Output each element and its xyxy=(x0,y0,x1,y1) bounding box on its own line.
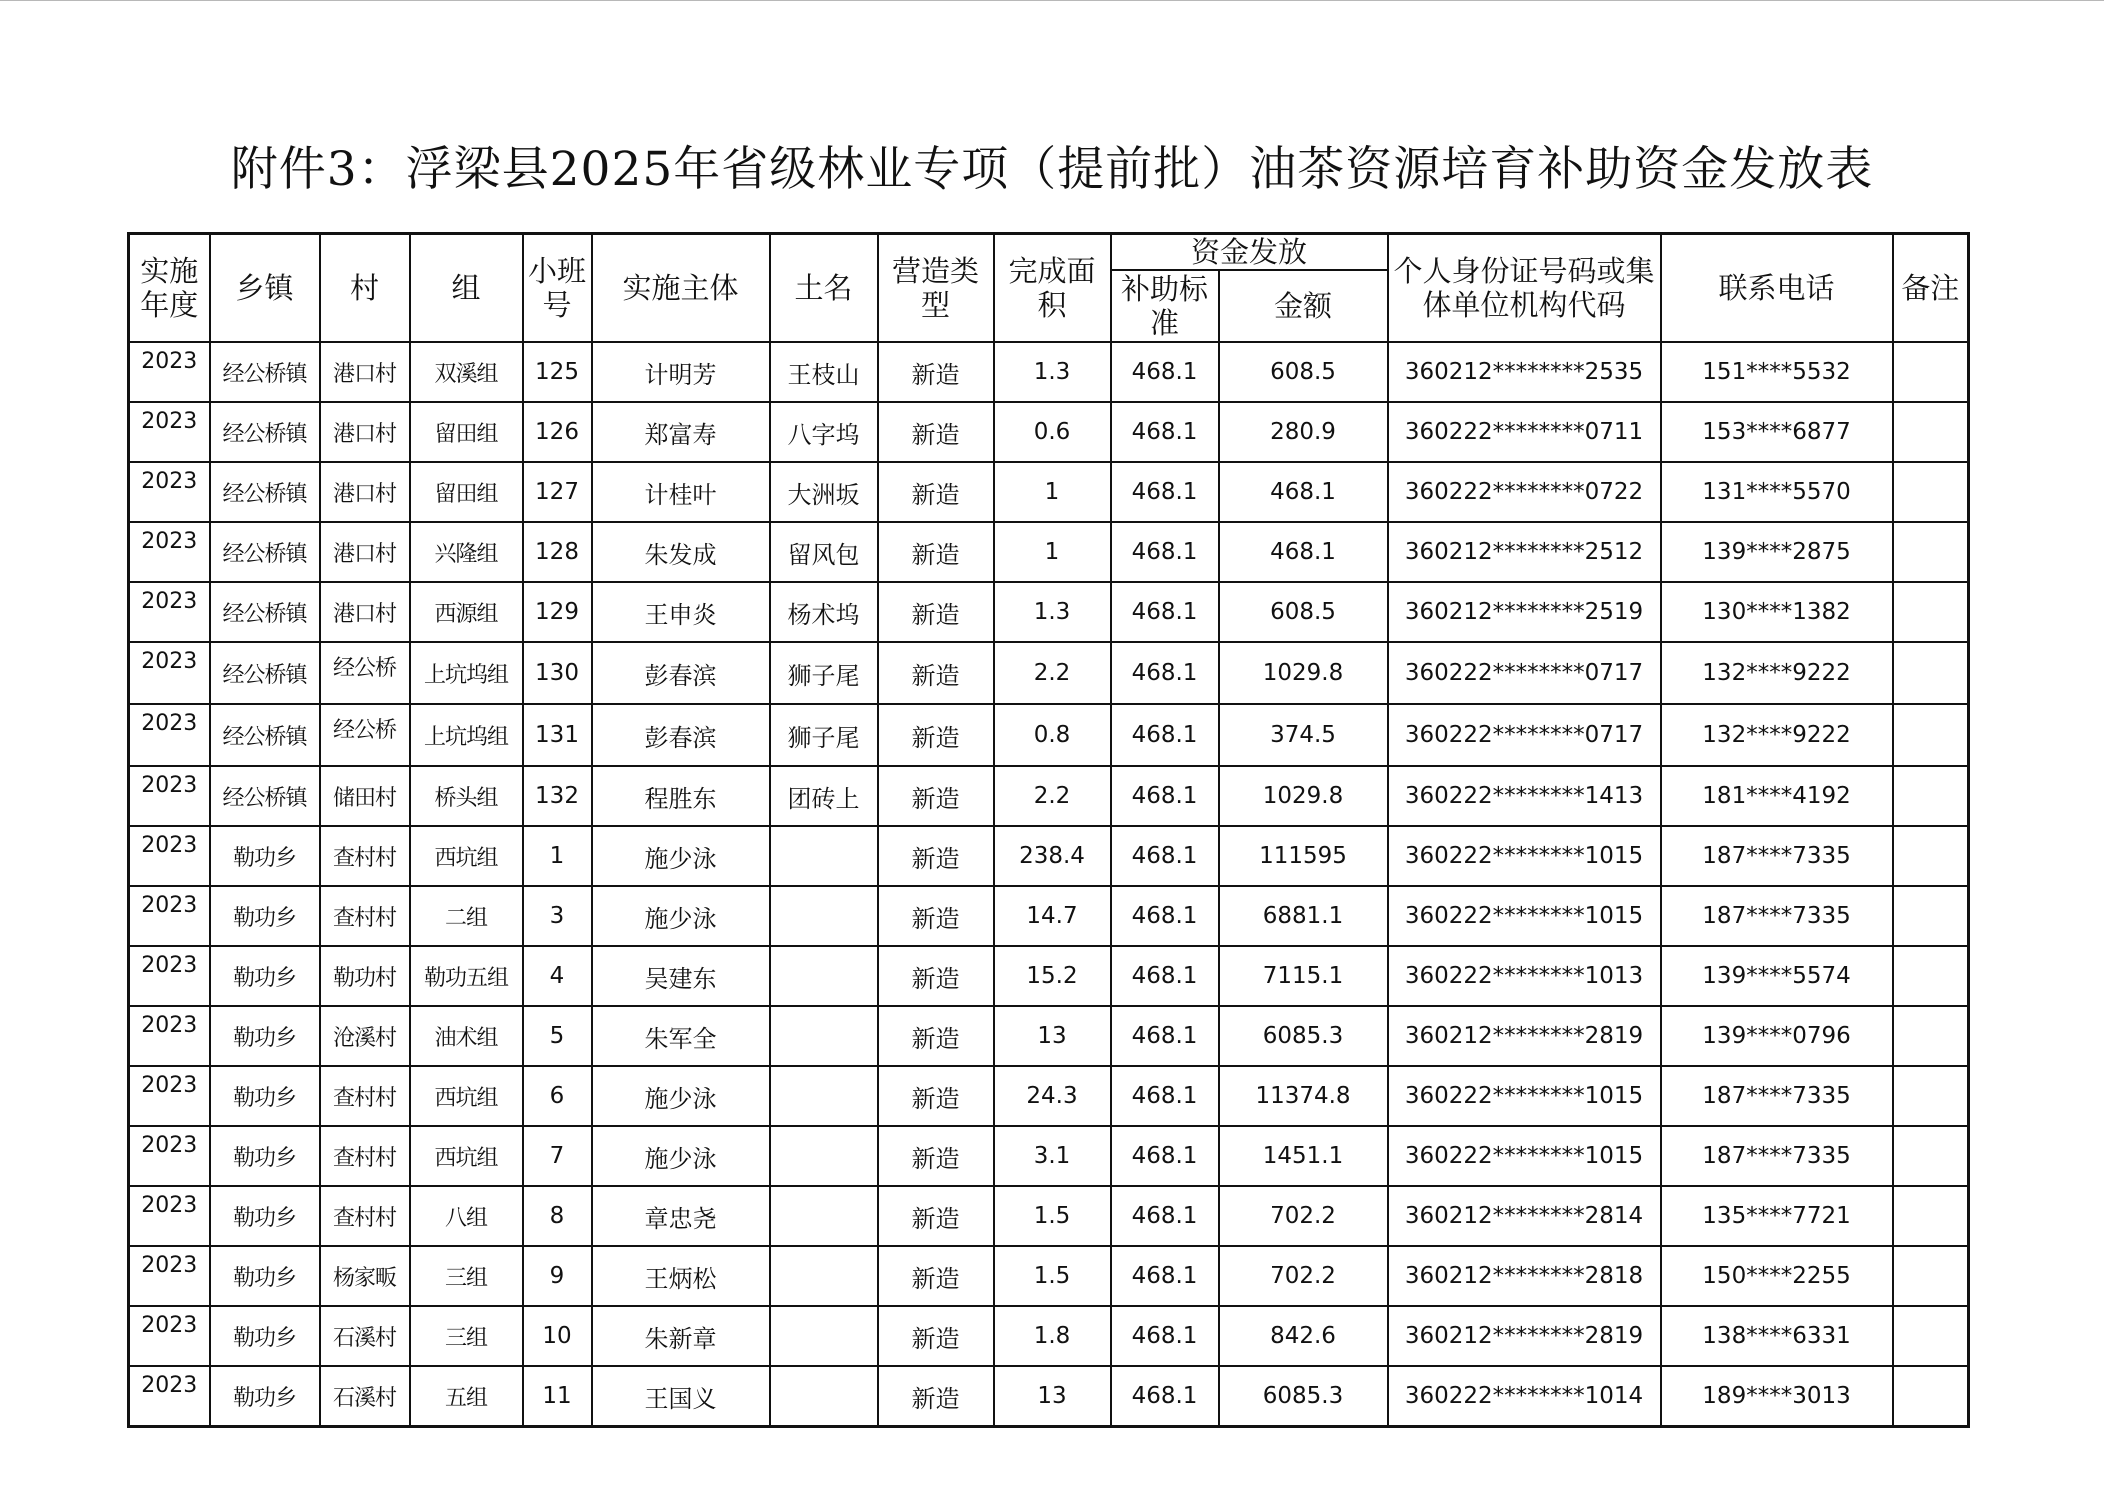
cell-completed-area: 1.5 xyxy=(994,1246,1111,1306)
cell-subsidy-standard: 468.1 xyxy=(1111,1246,1219,1306)
cell-amount: 608.5 xyxy=(1219,582,1388,642)
cell-amount: 1029.8 xyxy=(1219,766,1388,826)
cell-subsidy-standard: 468.1 xyxy=(1111,1366,1219,1427)
cell-planting-type: 新造 xyxy=(878,946,994,1006)
cell-township: 勒功乡 xyxy=(210,946,320,1006)
cell-planting-type: 新造 xyxy=(878,766,994,826)
cell-remarks xyxy=(1893,582,1969,642)
cell-group: 西坑组 xyxy=(410,1126,523,1186)
cell-village: 查村村 xyxy=(320,1186,410,1246)
cell-completed-area: 3.1 xyxy=(994,1126,1111,1186)
cell-subsidy-standard: 468.1 xyxy=(1111,766,1219,826)
cell-phone: 151****5532 xyxy=(1661,342,1893,402)
cell-entity: 程胜东 xyxy=(592,766,770,826)
cell-group: 留田组 xyxy=(410,402,523,462)
cell-subsidy-standard: 468.1 xyxy=(1111,946,1219,1006)
table-row xyxy=(129,1006,1969,1066)
cell-amount: 6085.3 xyxy=(1219,1006,1388,1066)
table-row xyxy=(129,522,1969,582)
cell-id-code: 360212********2535 xyxy=(1388,342,1661,402)
cell-id-code: 360222********0717 xyxy=(1388,704,1661,766)
cell-completed-area: 15.2 xyxy=(994,946,1111,1006)
cell-village: 港口村 xyxy=(320,522,410,582)
subsidy-table xyxy=(127,232,1970,1428)
cell-township: 经公桥镇 xyxy=(210,522,320,582)
table-row xyxy=(129,462,1969,522)
header-entity: 实施主体 xyxy=(592,234,770,343)
cell-entity: 王申炎 xyxy=(592,582,770,642)
cell-township: 经公桥镇 xyxy=(210,704,320,766)
cell-place-name xyxy=(770,1246,878,1306)
table-row xyxy=(129,886,1969,946)
cell-id-code: 360212********2814 xyxy=(1388,1186,1661,1246)
cell-village: 查村村 xyxy=(320,1126,410,1186)
cell-planting-type: 新造 xyxy=(878,522,994,582)
cell-plot-no: 6 xyxy=(523,1066,592,1126)
cell-year: 2023 xyxy=(129,704,210,766)
cell-entity: 施少泳 xyxy=(592,826,770,886)
cell-plot-no: 3 xyxy=(523,886,592,946)
cell-group: 二组 xyxy=(410,886,523,946)
cell-plot-no: 4 xyxy=(523,946,592,1006)
cell-remarks xyxy=(1893,642,1969,704)
cell-plot-no: 11 xyxy=(523,1366,592,1427)
cell-remarks xyxy=(1893,704,1969,766)
cell-phone: 139****0796 xyxy=(1661,1006,1893,1066)
cell-remarks xyxy=(1893,766,1969,826)
header-village: 村 xyxy=(320,234,410,343)
cell-completed-area: 1 xyxy=(994,462,1111,522)
cell-amount: 7115.1 xyxy=(1219,946,1388,1006)
cell-id-code: 360222********0717 xyxy=(1388,642,1661,704)
cell-completed-area: 1.3 xyxy=(994,342,1111,402)
cell-group: 兴隆组 xyxy=(410,522,523,582)
cell-amount: 842.6 xyxy=(1219,1306,1388,1366)
cell-id-code: 360212********2819 xyxy=(1388,1006,1661,1066)
cell-entity: 章忠尧 xyxy=(592,1186,770,1246)
cell-plot-no: 1 xyxy=(523,826,592,886)
cell-year: 2023 xyxy=(129,826,210,886)
cell-entity: 朱发成 xyxy=(592,522,770,582)
cell-completed-area: 14.7 xyxy=(994,886,1111,946)
cell-amount: 6881.1 xyxy=(1219,886,1388,946)
table-row xyxy=(129,1066,1969,1126)
cell-entity: 计桂叶 xyxy=(592,462,770,522)
cell-place-name xyxy=(770,1186,878,1246)
cell-village: 港口村 xyxy=(320,582,410,642)
cell-entity: 施少泳 xyxy=(592,1066,770,1126)
cell-plot-no: 9 xyxy=(523,1246,592,1306)
header-remarks: 备注 xyxy=(1893,234,1969,343)
cell-entity: 施少泳 xyxy=(592,1126,770,1186)
header-id-code: 个人身份证号码或集体单位机构代码 xyxy=(1388,234,1661,343)
cell-village: 经公桥 xyxy=(320,704,410,766)
cell-phone: 187****7335 xyxy=(1661,1126,1893,1186)
cell-phone: 153****6877 xyxy=(1661,402,1893,462)
cell-place-name: 王枝山 xyxy=(770,342,878,402)
cell-remarks xyxy=(1893,1006,1969,1066)
cell-remarks xyxy=(1893,826,1969,886)
header-place-name: 土名 xyxy=(770,234,878,343)
cell-entity: 朱新章 xyxy=(592,1306,770,1366)
cell-plot-no: 10 xyxy=(523,1306,592,1366)
cell-place-name: 大洲坂 xyxy=(770,462,878,522)
cell-completed-area: 13 xyxy=(994,1006,1111,1066)
cell-id-code: 360212********2512 xyxy=(1388,522,1661,582)
cell-village: 查村村 xyxy=(320,886,410,946)
cell-plot-no: 8 xyxy=(523,1186,592,1246)
cell-subsidy-standard: 468.1 xyxy=(1111,886,1219,946)
cell-planting-type: 新造 xyxy=(878,342,994,402)
cell-township: 经公桥镇 xyxy=(210,642,320,704)
cell-planting-type: 新造 xyxy=(878,1246,994,1306)
cell-township: 勒功乡 xyxy=(210,886,320,946)
cell-plot-no: 5 xyxy=(523,1006,592,1066)
cell-phone: 187****7335 xyxy=(1661,826,1893,886)
page-top-rule xyxy=(0,0,2104,1)
cell-village: 查村村 xyxy=(320,826,410,886)
cell-place-name xyxy=(770,946,878,1006)
table-row xyxy=(129,1126,1969,1186)
cell-id-code: 360222********1015 xyxy=(1388,1126,1661,1186)
table-row xyxy=(129,1186,1969,1246)
cell-completed-area: 13 xyxy=(994,1366,1111,1427)
table-row xyxy=(129,766,1969,826)
table-row xyxy=(129,402,1969,462)
table-row xyxy=(129,946,1969,1006)
cell-township: 勒功乡 xyxy=(210,1066,320,1126)
cell-remarks xyxy=(1893,1126,1969,1186)
cell-village: 石溪村 xyxy=(320,1306,410,1366)
cell-township: 经公桥镇 xyxy=(210,342,320,402)
cell-planting-type: 新造 xyxy=(878,642,994,704)
cell-township: 经公桥镇 xyxy=(210,462,320,522)
cell-village: 港口村 xyxy=(320,402,410,462)
table-body xyxy=(129,342,1969,1427)
cell-planting-type: 新造 xyxy=(878,1066,994,1126)
cell-planting-type: 新造 xyxy=(878,704,994,766)
cell-phone: 132****9222 xyxy=(1661,642,1893,704)
cell-entity: 吴建东 xyxy=(592,946,770,1006)
cell-plot-no: 129 xyxy=(523,582,592,642)
cell-village: 港口村 xyxy=(320,462,410,522)
cell-group: 桥头组 xyxy=(410,766,523,826)
cell-subsidy-standard: 468.1 xyxy=(1111,342,1219,402)
cell-group: 油术组 xyxy=(410,1006,523,1066)
cell-planting-type: 新造 xyxy=(878,1006,994,1066)
cell-completed-area: 238.4 xyxy=(994,826,1111,886)
cell-township: 经公桥镇 xyxy=(210,582,320,642)
page-title: 附件3：浮梁县2025年省级林业专项（提前批）油茶资源培育补助资金发放表 xyxy=(230,142,1874,197)
cell-remarks xyxy=(1893,946,1969,1006)
cell-place-name: 团砖上 xyxy=(770,766,878,826)
cell-group: 三组 xyxy=(410,1306,523,1366)
cell-place-name xyxy=(770,1006,878,1066)
cell-township: 经公桥镇 xyxy=(210,766,320,826)
cell-group: 双溪组 xyxy=(410,342,523,402)
cell-id-code: 360222********1014 xyxy=(1388,1366,1661,1427)
cell-planting-type: 新造 xyxy=(878,1306,994,1366)
cell-id-code: 360222********0722 xyxy=(1388,462,1661,522)
cell-id-code: 360222********0711 xyxy=(1388,402,1661,462)
header-amount: 金额 xyxy=(1219,270,1388,342)
cell-entity: 施少泳 xyxy=(592,886,770,946)
cell-amount: 374.5 xyxy=(1219,704,1388,766)
cell-completed-area: 2.2 xyxy=(994,766,1111,826)
table-row xyxy=(129,1366,1969,1427)
cell-year: 2023 xyxy=(129,1306,210,1366)
cell-township: 经公桥镇 xyxy=(210,402,320,462)
cell-village: 经公桥 xyxy=(320,642,410,704)
cell-remarks xyxy=(1893,522,1969,582)
cell-subsidy-standard: 468.1 xyxy=(1111,1006,1219,1066)
cell-phone: 132****9222 xyxy=(1661,704,1893,766)
table-row xyxy=(129,582,1969,642)
cell-year: 2023 xyxy=(129,1186,210,1246)
header-group: 组 xyxy=(410,234,523,343)
cell-phone: 150****2255 xyxy=(1661,1246,1893,1306)
cell-planting-type: 新造 xyxy=(878,1126,994,1186)
cell-township: 勒功乡 xyxy=(210,826,320,886)
cell-plot-no: 132 xyxy=(523,766,592,826)
cell-amount: 702.2 xyxy=(1219,1186,1388,1246)
cell-group: 三组 xyxy=(410,1246,523,1306)
cell-amount: 468.1 xyxy=(1219,462,1388,522)
header-funds: 资金发放 xyxy=(1111,234,1388,271)
cell-planting-type: 新造 xyxy=(878,402,994,462)
cell-township: 勒功乡 xyxy=(210,1366,320,1427)
cell-phone: 135****7721 xyxy=(1661,1186,1893,1246)
cell-entity: 彭春滨 xyxy=(592,642,770,704)
cell-remarks xyxy=(1893,402,1969,462)
cell-place-name: 杨术坞 xyxy=(770,582,878,642)
cell-place-name: 留风包 xyxy=(770,522,878,582)
cell-phone: 189****3013 xyxy=(1661,1366,1893,1427)
cell-group: 上坑坞组 xyxy=(410,642,523,704)
cell-township: 勒功乡 xyxy=(210,1006,320,1066)
cell-place-name: 八字坞 xyxy=(770,402,878,462)
cell-phone: 138****6331 xyxy=(1661,1306,1893,1366)
cell-year: 2023 xyxy=(129,1006,210,1066)
cell-remarks xyxy=(1893,886,1969,946)
header-township: 乡镇 xyxy=(210,234,320,343)
cell-remarks xyxy=(1893,1246,1969,1306)
cell-subsidy-standard: 468.1 xyxy=(1111,582,1219,642)
cell-year: 2023 xyxy=(129,522,210,582)
cell-group: 西源组 xyxy=(410,582,523,642)
cell-year: 2023 xyxy=(129,342,210,402)
cell-id-code: 360212********2819 xyxy=(1388,1306,1661,1366)
cell-id-code: 360222********1413 xyxy=(1388,766,1661,826)
cell-id-code: 360212********2818 xyxy=(1388,1246,1661,1306)
cell-plot-no: 128 xyxy=(523,522,592,582)
cell-phone: 139****5574 xyxy=(1661,946,1893,1006)
cell-remarks xyxy=(1893,1186,1969,1246)
cell-remarks xyxy=(1893,342,1969,402)
cell-place-name xyxy=(770,886,878,946)
cell-amount: 11374.8 xyxy=(1219,1066,1388,1126)
cell-id-code: 360222********1015 xyxy=(1388,1066,1661,1126)
cell-planting-type: 新造 xyxy=(878,1366,994,1427)
cell-place-name: 狮子尾 xyxy=(770,704,878,766)
cell-plot-no: 130 xyxy=(523,642,592,704)
cell-plot-no: 125 xyxy=(523,342,592,402)
cell-entity: 王国义 xyxy=(592,1366,770,1427)
cell-plot-no: 7 xyxy=(523,1126,592,1186)
cell-entity: 郑富寿 xyxy=(592,402,770,462)
cell-planting-type: 新造 xyxy=(878,886,994,946)
cell-amount: 1451.1 xyxy=(1219,1126,1388,1186)
cell-amount: 702.2 xyxy=(1219,1246,1388,1306)
cell-phone: 139****2875 xyxy=(1661,522,1893,582)
cell-group: 西坑组 xyxy=(410,826,523,886)
cell-entity: 彭春滨 xyxy=(592,704,770,766)
cell-completed-area: 1 xyxy=(994,522,1111,582)
cell-remarks xyxy=(1893,462,1969,522)
table-row xyxy=(129,1246,1969,1306)
cell-completed-area: 1.5 xyxy=(994,1186,1111,1246)
cell-village: 沧溪村 xyxy=(320,1006,410,1066)
cell-group: 八组 xyxy=(410,1186,523,1246)
cell-amount: 111595 xyxy=(1219,826,1388,886)
table-row xyxy=(129,1306,1969,1366)
cell-township: 勒功乡 xyxy=(210,1306,320,1366)
cell-subsidy-standard: 468.1 xyxy=(1111,462,1219,522)
cell-phone: 181****4192 xyxy=(1661,766,1893,826)
cell-completed-area: 1.8 xyxy=(994,1306,1111,1366)
header-year: 实施年度 xyxy=(129,234,210,343)
cell-group: 西坑组 xyxy=(410,1066,523,1126)
cell-village: 港口村 xyxy=(320,342,410,402)
cell-group: 勒功五组 xyxy=(410,946,523,1006)
cell-subsidy-standard: 468.1 xyxy=(1111,642,1219,704)
cell-year: 2023 xyxy=(129,946,210,1006)
cell-township: 勒功乡 xyxy=(210,1246,320,1306)
cell-subsidy-standard: 468.1 xyxy=(1111,1186,1219,1246)
cell-remarks xyxy=(1893,1306,1969,1366)
cell-phone: 187****7335 xyxy=(1661,886,1893,946)
cell-amount: 280.9 xyxy=(1219,402,1388,462)
cell-phone: 187****7335 xyxy=(1661,1066,1893,1126)
cell-place-name xyxy=(770,1366,878,1427)
cell-place-name: 狮子尾 xyxy=(770,642,878,704)
cell-completed-area: 0.6 xyxy=(994,402,1111,462)
cell-completed-area: 24.3 xyxy=(994,1066,1111,1126)
cell-subsidy-standard: 468.1 xyxy=(1111,402,1219,462)
cell-township: 勒功乡 xyxy=(210,1126,320,1186)
table-row xyxy=(129,704,1969,766)
cell-village: 石溪村 xyxy=(320,1366,410,1427)
header-phone: 联系电话 xyxy=(1661,234,1893,343)
cell-completed-area: 0.8 xyxy=(994,704,1111,766)
header-plot-no: 小班号 xyxy=(523,234,592,343)
cell-amount: 608.5 xyxy=(1219,342,1388,402)
cell-village: 杨家畈 xyxy=(320,1246,410,1306)
cell-phone: 131****5570 xyxy=(1661,462,1893,522)
cell-subsidy-standard: 468.1 xyxy=(1111,704,1219,766)
cell-plot-no: 127 xyxy=(523,462,592,522)
header-completed-area: 完成面积 xyxy=(994,234,1111,343)
cell-year: 2023 xyxy=(129,402,210,462)
cell-year: 2023 xyxy=(129,1366,210,1427)
cell-year: 2023 xyxy=(129,462,210,522)
cell-subsidy-standard: 468.1 xyxy=(1111,1126,1219,1186)
cell-subsidy-standard: 468.1 xyxy=(1111,522,1219,582)
cell-year: 2023 xyxy=(129,1066,210,1126)
cell-id-code: 360222********1015 xyxy=(1388,886,1661,946)
cell-year: 2023 xyxy=(129,886,210,946)
header-subsidy-standard: 补助标准 xyxy=(1111,270,1219,342)
cell-place-name xyxy=(770,1126,878,1186)
table-row xyxy=(129,826,1969,886)
cell-place-name xyxy=(770,1306,878,1366)
cell-entity: 计明芳 xyxy=(592,342,770,402)
cell-subsidy-standard: 468.1 xyxy=(1111,826,1219,886)
cell-amount: 1029.8 xyxy=(1219,642,1388,704)
cell-year: 2023 xyxy=(129,642,210,704)
cell-remarks xyxy=(1893,1366,1969,1427)
table-row xyxy=(129,342,1969,402)
cell-plot-no: 131 xyxy=(523,704,592,766)
header-planting-type: 营造类型 xyxy=(878,234,994,343)
cell-planting-type: 新造 xyxy=(878,1186,994,1246)
cell-subsidy-standard: 468.1 xyxy=(1111,1066,1219,1126)
cell-planting-type: 新造 xyxy=(878,582,994,642)
cell-remarks xyxy=(1893,1066,1969,1126)
cell-completed-area: 2.2 xyxy=(994,642,1111,704)
cell-planting-type: 新造 xyxy=(878,826,994,886)
cell-completed-area: 1.3 xyxy=(994,582,1111,642)
cell-id-code: 360212********2519 xyxy=(1388,582,1661,642)
cell-group: 留田组 xyxy=(410,462,523,522)
cell-group: 五组 xyxy=(410,1366,523,1427)
cell-id-code: 360222********1015 xyxy=(1388,826,1661,886)
cell-year: 2023 xyxy=(129,766,210,826)
cell-township: 勒功乡 xyxy=(210,1186,320,1246)
cell-year: 2023 xyxy=(129,1126,210,1186)
cell-village: 勒功村 xyxy=(320,946,410,1006)
cell-group: 上坑坞组 xyxy=(410,704,523,766)
cell-village: 查村村 xyxy=(320,1066,410,1126)
cell-plot-no: 126 xyxy=(523,402,592,462)
cell-village: 储田村 xyxy=(320,766,410,826)
cell-amount: 468.1 xyxy=(1219,522,1388,582)
cell-entity: 朱军全 xyxy=(592,1006,770,1066)
cell-amount: 6085.3 xyxy=(1219,1366,1388,1427)
cell-subsidy-standard: 468.1 xyxy=(1111,1306,1219,1366)
cell-phone: 130****1382 xyxy=(1661,582,1893,642)
cell-year: 2023 xyxy=(129,582,210,642)
cell-planting-type: 新造 xyxy=(878,462,994,522)
table-row xyxy=(129,642,1969,704)
cell-year: 2023 xyxy=(129,1246,210,1306)
cell-id-code: 360222********1013 xyxy=(1388,946,1661,1006)
cell-place-name xyxy=(770,1066,878,1126)
cell-entity: 王炳松 xyxy=(592,1246,770,1306)
cell-place-name xyxy=(770,826,878,886)
